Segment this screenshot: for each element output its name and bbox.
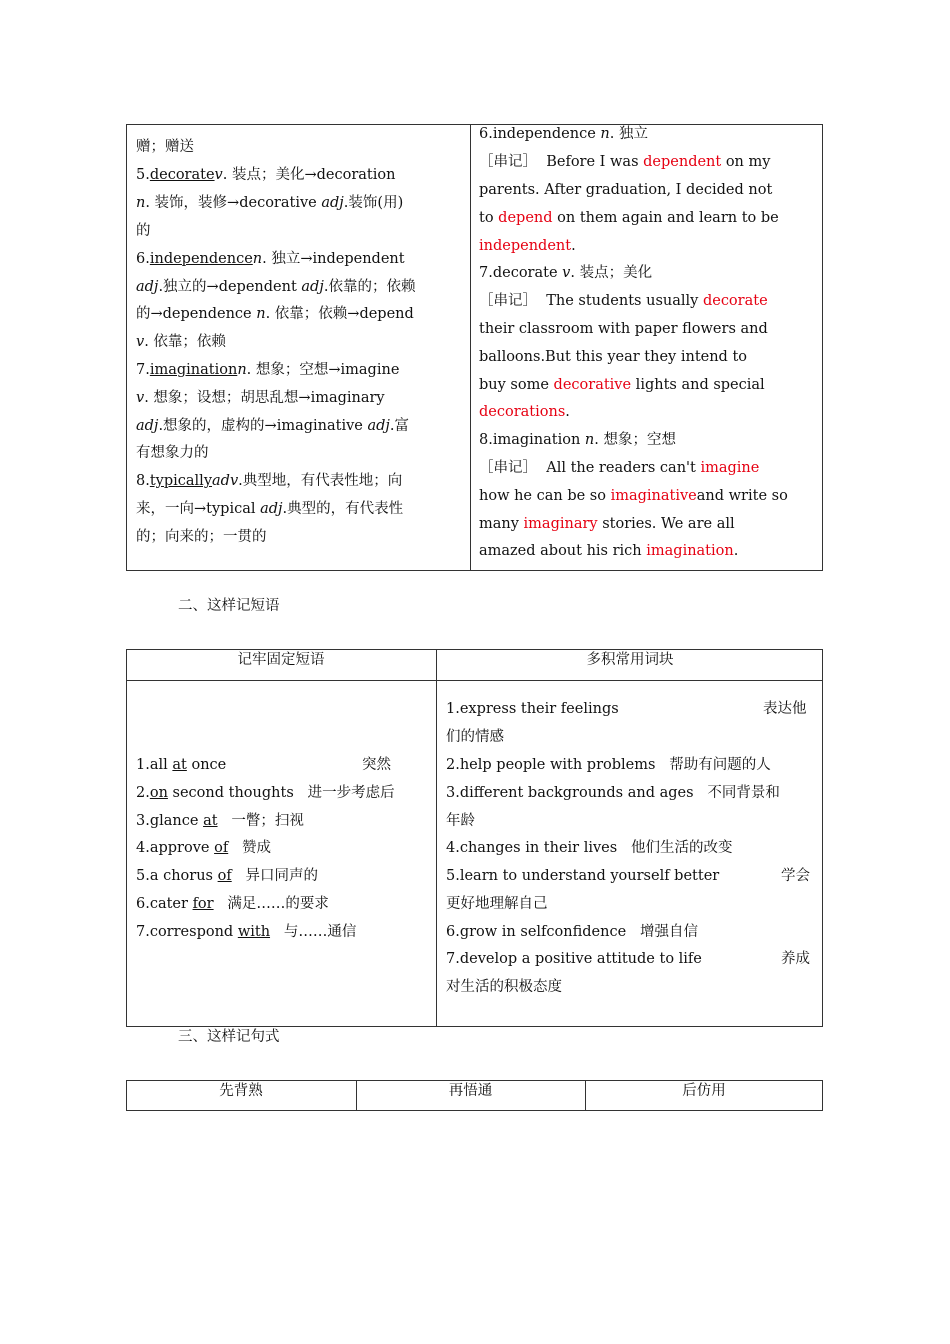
chunk-item: 3.different backgrounds and ages 不同背景和 bbox=[446, 785, 780, 801]
vocab-left-line: 赠；赠送 bbox=[136, 139, 194, 155]
example-line: buy some decorative lights and special bbox=[479, 377, 765, 393]
section-title-phrases: 二、这样记短语 bbox=[178, 598, 280, 614]
fixed-phrase: 3.glance at 一瞥；扫视 bbox=[136, 813, 304, 829]
vocab-entry-typically: 8.typicallyadv.典型地，有代表性地；向 bbox=[136, 473, 403, 489]
vocab-left-line: adj.独立的→dependent adj.依靠的；依赖 bbox=[136, 279, 416, 295]
vocab-entry-imagination: 7.imaginationn. 想象；空想→imagine bbox=[136, 362, 400, 378]
pattern-header-memorize: 先背熟 bbox=[219, 1083, 263, 1099]
vocab-left-line: 来，一向→typical adj.典型的，有代表性 bbox=[136, 501, 404, 517]
example-line: their classroom with paper flowers and bbox=[479, 321, 768, 337]
example-line: to depend on them again and learn to be bbox=[479, 210, 779, 226]
chunk-item: 2.help people with problems 帮助有问题的人 bbox=[446, 757, 771, 773]
example-line: balloons.But this year they intend to bbox=[479, 349, 748, 365]
pattern-header-understand: 再悟通 bbox=[448, 1083, 493, 1099]
example-title-independence: 6.independence n. 独立 bbox=[479, 126, 648, 142]
section-title-patterns: 三、这样记句式 bbox=[178, 1029, 280, 1045]
example-line: many imaginary stories. We are all bbox=[479, 516, 735, 532]
phrase-header-fixed: 记牢固定短语 bbox=[237, 652, 325, 668]
example-line: ［串记］ Before I was dependent on my bbox=[479, 154, 771, 170]
chunk-item-cn: 们的情感 bbox=[446, 729, 504, 745]
fixed-phrase: 7.correspond with 与……通信 bbox=[136, 924, 357, 940]
chunk-item: 7.develop a positive attitude to life bbox=[446, 951, 702, 967]
example-line: how he can be so imaginativeand write so bbox=[479, 488, 788, 504]
phrase-table-divider bbox=[436, 649, 437, 1027]
chunk-item: 5.learn to understand yourself better bbox=[446, 868, 720, 884]
fixed-phrase: 2.on second thoughts 进一步考虑后 bbox=[136, 785, 395, 801]
vocab-entry-decorate: 5.decoratev. 装点；美化→decoration bbox=[136, 167, 396, 183]
vocab-left-line: 的 bbox=[136, 223, 151, 239]
example-line: parents. After graduation, I decided not bbox=[479, 182, 773, 198]
example-title-imagination: 8.imagination n. 想象；空想 bbox=[479, 432, 676, 448]
vocab-left-line: 的→dependence n. 依靠；依赖→depend bbox=[136, 306, 414, 322]
vocab-left-line: 有想象力的 bbox=[136, 445, 209, 461]
chunk-item: 1.express their feelings bbox=[446, 701, 619, 717]
chunk-item-cn: 表达他 bbox=[763, 701, 807, 717]
chunk-item-cn: 年龄 bbox=[446, 813, 475, 829]
vocab-left-line: 的；向来的；一贯的 bbox=[136, 529, 267, 545]
example-line: decorations. bbox=[479, 404, 570, 420]
vocab-table-divider bbox=[470, 124, 471, 571]
vocab-left-line: v. 想象；设想；胡思乱想→imaginary bbox=[136, 390, 385, 406]
pattern-header-imitate: 后仿用 bbox=[682, 1083, 726, 1099]
vocab-left-line: n. 装饰，装修→decorative adj.装饰(用) bbox=[136, 195, 404, 211]
chunk-item-cn: 更好地理解自己 bbox=[446, 896, 548, 912]
example-line: amazed about his rich imagination. bbox=[479, 543, 739, 559]
vocab-entry-independence: 6.independencen. 独立→independent bbox=[136, 251, 405, 267]
phrase-header-chunks: 多积常用词块 bbox=[586, 652, 674, 668]
example-line: independent. bbox=[479, 238, 576, 254]
vocab-left-line: v. 依靠；依赖 bbox=[136, 334, 226, 350]
fixed-phrase: 6.cater for 满足……的要求 bbox=[136, 896, 329, 912]
chunk-item-cn: 对生活的积极态度 bbox=[446, 979, 562, 995]
vocab-left-line: adj.想象的，虚构的→imaginative adj.富 bbox=[136, 418, 410, 434]
fixed-phrase: 4.approve of 赞成 bbox=[136, 840, 272, 856]
chunk-item: 6.grow in selfconfidence 增强自信 bbox=[446, 924, 699, 940]
chunk-item-cn: 养成 bbox=[781, 951, 810, 967]
example-line: ［串记］ All the readers can't imagine bbox=[479, 460, 760, 476]
chunk-item-cn: 学会 bbox=[781, 868, 810, 884]
fixed-phrase: 5.a chorus of 异口同声的 bbox=[136, 868, 319, 884]
example-line: ［串记］ The students usually decorate bbox=[479, 293, 768, 309]
chunk-item: 4.changes in their lives 他们生活的改变 bbox=[446, 840, 733, 856]
phrase-table-header-rule bbox=[126, 680, 823, 681]
fixed-phrase: 1.all at once 突然 bbox=[136, 757, 391, 773]
example-title-decorate: 7.decorate v. 装点；美化 bbox=[479, 265, 653, 281]
